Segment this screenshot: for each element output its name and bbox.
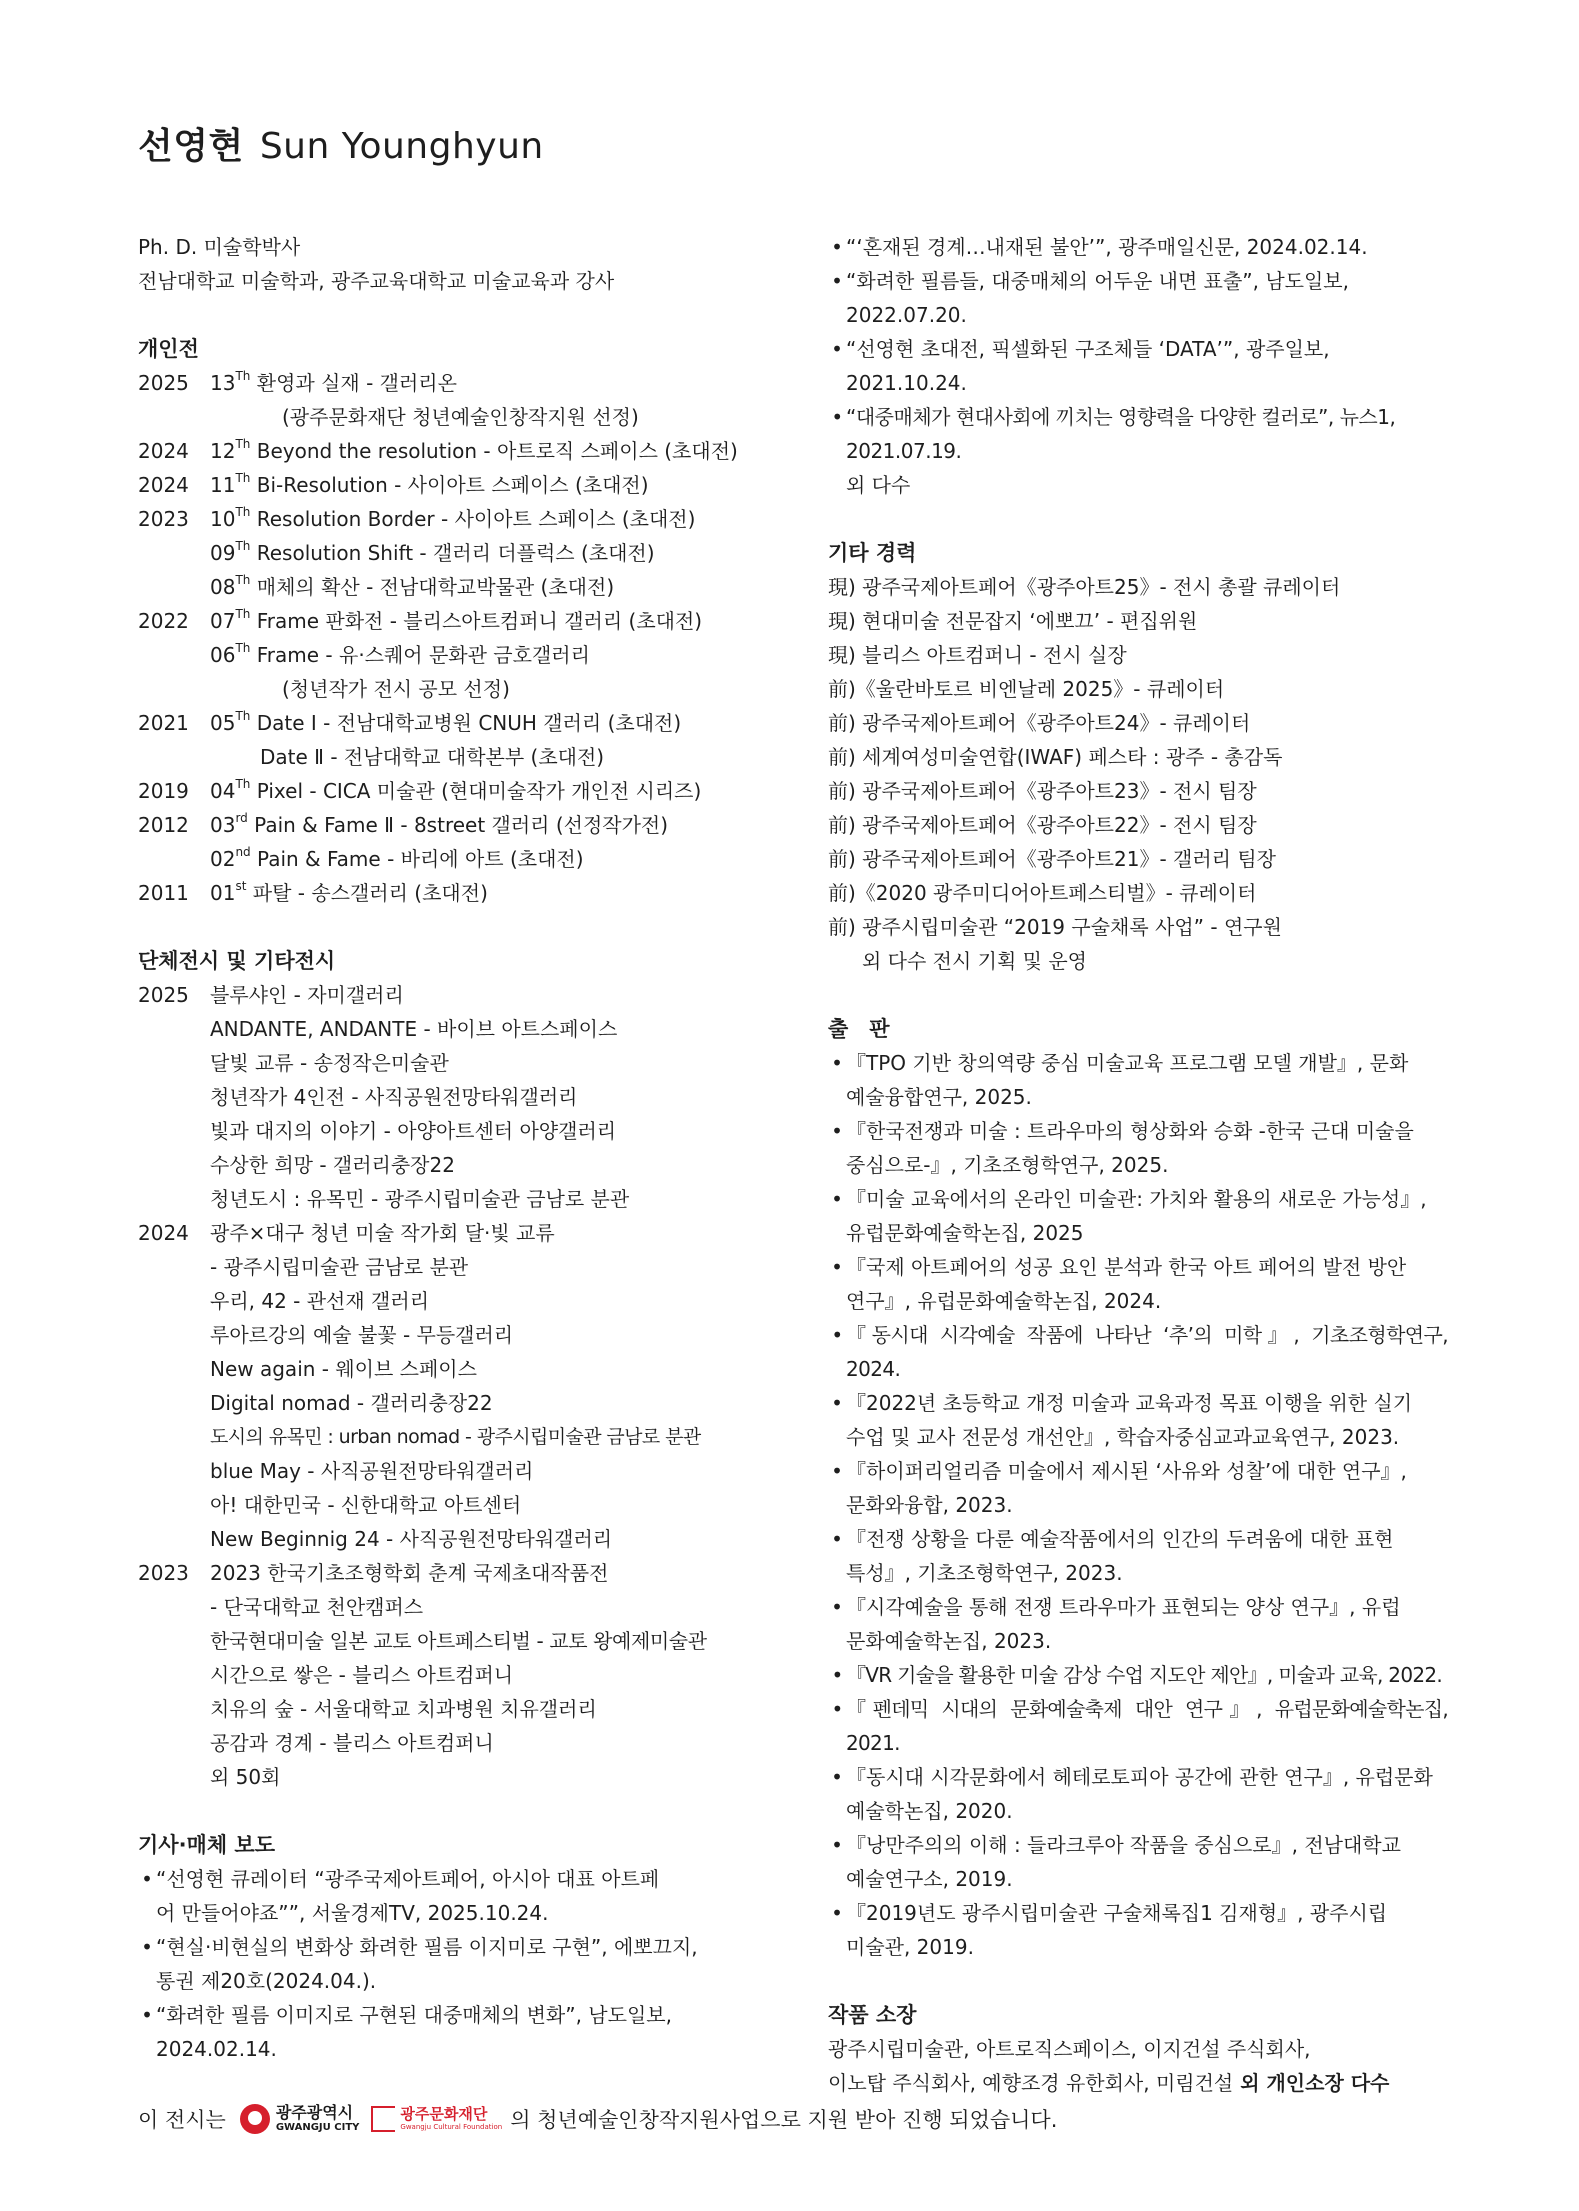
solo-row: 09Th Resolution Shift - 갤러리 더플럭스 (초대전) <box>210 539 655 565</box>
pub-item: • 『2022년 초등학교 개정 미술과 교육과정 목표 이행을 위한 실기 수업 및 교사 전문성 개선안』, 학습자중심교과교육연구, 2023. <box>831 1391 1413 1449</box>
group-row: Digital nomad - 갤러리충장22 <box>210 1391 493 1415</box>
collection-line: 이노탑 주식회사, 예향조경 유한회사, 미림건설 외 개인소장 다수 <box>828 2071 1390 2095</box>
solo-row: 02nd Pain & Fame - 바리에 아트 (초대전) <box>210 845 584 871</box>
pub-item: • 『동시대 시각예술 작품에 나타난 ‘추’의 미학』, 기초조형학연구, 2024. <box>831 1323 1448 1381</box>
artist-name-en: Sun Younghyun <box>259 126 544 167</box>
group-row: 달빛 교류 - 송정작은미술관 <box>210 1051 449 1075</box>
solo-row: Date Ⅱ - 전남대학교 대학본부 (초대전) <box>260 745 605 769</box>
group-row: 빛과 대지의 이야기 - 아양아트센터 아양갤러리 <box>210 1119 617 1143</box>
footer-after: 의 청년예술인창작지원사업으로 지원 받아 진행 되었습니다. <box>510 2108 1058 2132</box>
gwangju-city-logo: 광주광역시 GWANGJU CITY <box>240 2104 360 2134</box>
pub-heading: 출 판 <box>828 1017 890 1041</box>
group-row: - 단국대학교 천안캠퍼스 <box>210 1595 424 1619</box>
degree: Ph. D. 미술학박사 <box>138 235 301 259</box>
collection-heading: 작품 소장 <box>828 2003 917 2027</box>
solo-row: 2025 13Th 환영과 실재 - 갤러리온 <box>138 369 457 395</box>
group-row: ANDANTE, ANDANTE - 바이브 아트스페이스 <box>210 1017 618 1041</box>
group-row: - 광주시립미술관 금남로 분관 <box>210 1255 469 1279</box>
pub-item: • 『전쟁 상황을 다룬 예술작품에서의 인간의 두려움에 대한 표현 특성』, 기초조형학연구, 2023. <box>831 1527 1394 1585</box>
group-heading: 단체전시 및 기타전시 <box>138 949 336 973</box>
group-row: 한국현대미술 일본 교토 아트페스티벌 - 교토 왕예제미술관 <box>210 1629 707 1653</box>
group-row: 2025 블루샤인 - 자미갤러리 <box>138 983 404 1007</box>
pub-item: • 『낭만주의의 이해 : 들라크루아 작품을 중심으로』, 전남대학교 예술연구소, 2019. <box>831 1833 1401 1891</box>
press-item: • “선영현 큐레이터 “광주국제아트페어, 아시아 대표 아트페 어 만들어야죠””, 서울경제TV, 2025.10.24. <box>141 1867 660 1925</box>
career-item: 前) 광주국제아트페어《광주아트21》- 갤러리 팀장 <box>828 847 1276 871</box>
solo-row: 2024 12Th Beyond the resolution - 아트로직 스페이스 (초대전) <box>138 437 738 463</box>
career-heading: 기타 경력 <box>828 541 917 565</box>
gwangju-city-logo-icon <box>240 2104 270 2134</box>
left-column <box>138 230 768 2066</box>
group-row: 청년도시 : 유목민 - 광주시립미술관 금남로 분관 <box>210 1187 630 1211</box>
group-row: 수상한 희망 - 갤러리충장22 <box>210 1153 455 1177</box>
artist-name-ko: 선영현 <box>138 126 244 167</box>
group-row: 2023 2023 한국기초조형학회 춘계 국제초대작품전 <box>138 1561 609 1585</box>
pub-item: • 『동시대 시각문화에서 헤테로토피아 공간에 관한 연구』, 유럽문화 예술학논집, 2020. <box>831 1765 1433 1823</box>
pub-item: • 『한국전쟁과 미술 : 트라우마의 형상화와 승화 -한국 근대 미술을 중심으로-』, 기초조형학연구, 2025. <box>831 1119 1414 1177</box>
press-item: • “대중매체가 현대사회에 끼치는 영향력을 다양한 컬러로”, 뉴스1, 2021.07.19. <box>831 405 1396 463</box>
solo-row: 2011 01st 파탈 - 송스갤러리 (초대전) <box>138 879 488 905</box>
solo-row: 2024 11Th Bi-Resolution - 사이아트 스페이스 (초대전) <box>138 471 649 497</box>
career-item: 前) 광주국제아트페어《광주아트24》- 큐레이터 <box>828 711 1251 735</box>
career-item: 前) 광주국제아트페어《광주아트22》- 전시 팀장 <box>828 813 1257 837</box>
group-row: 우리, 42 - 관선재 갤러리 <box>210 1289 430 1313</box>
career-item: 前) 세계여성미술연합(IWAF) 페스타 : 광주 - 총감독 <box>828 745 1283 769</box>
press-item: • “현실·비현실의 변화상 화려한 필름 이지미로 구현”, 에뽀끄지, 통권 제20호(2024.04.). <box>141 1935 698 1993</box>
career-more: 외 다수 전시 기획 및 운영 <box>862 949 1087 973</box>
group-row: 도시의 유목민 : urban nomad - 광주시립미술관 금남로 분관 <box>210 1426 701 1448</box>
pub-item: • 『시각예술을 통해 전쟁 트라우마가 표현되는 양상 연구』, 유럽 문화예술학논집, 2023. <box>831 1595 1401 1653</box>
solo-row: 2019 04Th Pixel - CICA 미술관 (현대미술작가 개인전 시리즈) <box>138 777 702 803</box>
career-item: 現) 블리스 아트컴퍼니 - 전시 실장 <box>828 643 1127 667</box>
solo-row: 08Th 매체의 확산 - 전남대학교박물관 (초대전) <box>210 573 615 599</box>
solo-heading: 개인전 <box>138 337 199 361</box>
group-row: 외 50회 <box>210 1765 281 1789</box>
career-item: 前)《2020 광주미디어아트페스티벌》- 큐레이터 <box>828 881 1257 905</box>
press-heading: 기사·매체 보도 <box>138 1833 276 1857</box>
group-row: New Beginnig 24 - 사직공원전망타워갤러리 <box>210 1527 613 1551</box>
position: 전남대학교 미술학과, 광주교육대학교 미술교육과 강사 <box>138 269 615 293</box>
group-row: 루아르강의 예술 불꽃 - 무등갤러리 <box>210 1323 514 1347</box>
pub-item: • 『미술 교육에서의 온라인 미술관: 가치와 활용의 새로운 가능성』, 유럽문화예술학논집, 2025 <box>831 1187 1427 1245</box>
solo-row: 06Th Frame - 유·스퀘어 문화관 금호갤러리 <box>210 641 590 667</box>
career-item: 前)《울란바토르 비엔날레 2025》- 큐레이터 <box>828 677 1225 701</box>
career-item: 現) 광주국제아트페어《광주아트25》- 전시 총괄 큐레이터 <box>828 575 1341 599</box>
solo-row: (청년작가 전시 공모 선정) <box>282 677 510 701</box>
career-item: 前) 광주시립미술관 “2019 구술채록 사업” - 연구원 <box>828 915 1282 939</box>
pub-item: • 『국제 아트페어의 성공 요인 분석과 한국 아트 페어의 발전 방안 연구』, 유럽문화예술학논집, 2024. <box>831 1255 1407 1313</box>
cultural-foundation-logo-icon <box>371 2106 395 2132</box>
pub-item: • 『펜데믹 시대의 문화예술축제 대안 연구』, 유럽문화예술학논집, 2021. <box>831 1697 1448 1755</box>
press-item: • “선영현 초대전, 픽셀화된 구조체들 ‘DATA’”, 광주일보, 2021.10.24. <box>831 337 1330 395</box>
career-item: 前) 광주국제아트페어《광주아트23》- 전시 팀장 <box>828 779 1257 803</box>
footer-before: 이 전시는 <box>138 2108 226 2132</box>
artist-name <box>138 118 544 169</box>
collection-line: 광주시립미술관, 아트로직스페이스, 이지건설 주식회사, <box>828 2037 1311 2061</box>
group-row: blue May - 사직공원전망타워갤러리 <box>210 1459 534 1483</box>
press-more: 외 다수 <box>846 473 911 497</box>
group-row: 공감과 경계 - 블리스 아트컴퍼니 <box>210 1731 494 1755</box>
group-row: 청년작가 4인전 - 사직공원전망타워갤러리 <box>210 1085 578 1109</box>
press-item: • “화려한 필름들, 대중매체의 어두운 내면 표출”, 남도일보, 2022.07.20. <box>831 269 1349 327</box>
footer <box>138 2104 1057 2134</box>
career-item: 現) 현대미술 전문잡지 ‘에뽀끄’ - 편집위원 <box>828 609 1198 633</box>
group-row: 아! 대한민국 - 신한대학교 아트센터 <box>210 1493 522 1517</box>
pub-item: • 『하이퍼리얼리즘 미술에서 제시된 ‘사유와 성찰’에 대한 연구』, 문화와융합, 2023. <box>831 1459 1407 1517</box>
group-row: New again - 웨이브 스페이스 <box>210 1357 477 1381</box>
solo-row: 2012 03rd Pain & Fame Ⅱ - 8street 갤러리 (선정작가전) <box>138 811 669 837</box>
group-row: 2024 광주×대구 청년 미술 작가회 달·빛 교류 <box>138 1221 555 1245</box>
pub-item: • 『VR 기술을 활용한 미술 감상 수업 지도안 제안』, 미술과 교육, 2022. <box>831 1663 1443 1687</box>
solo-row: (광주문화재단 청년예술인창작지원 선정) <box>282 405 639 429</box>
solo-row: 2022 07Th Frame 판화전 - 블리스아트컴퍼니 갤러리 (초대전) <box>138 607 703 633</box>
press-item: • “화려한 필름 이미지로 구현된 대중매체의 변화”, 남도일보, 2024.02.14. <box>141 2003 672 2061</box>
pub-item: • 『2019년도 광주시립미술관 구술채록집1 김재형』, 광주시립 미술관, 2019. <box>831 1901 1388 1959</box>
pub-item: • 『TPO 기반 창의역량 중심 미술교육 프로그램 모델 개발』, 문화 예술융합연구, 2025. <box>831 1051 1409 1109</box>
press-item: • “‘혼재된 경계…내재된 불안’”, 광주매일신문, 2024.02.14. <box>831 235 1368 259</box>
group-row: 시간으로 쌓은 - 블리스 아트컴퍼니 <box>210 1663 514 1687</box>
solo-row: 2021 05Th Date Ⅰ - 전남대학교병원 CNUH 갤러리 (초대전) <box>138 709 682 735</box>
solo-row: 2023 10Th Resolution Border - 사이아트 스페이스 (초대전) <box>138 505 696 531</box>
right-column <box>828 230 1448 2100</box>
gwangju-cultural-foundation-logo: 광주문화재단 Gwangju Cultural Foundation <box>371 2106 502 2132</box>
group-row: 치유의 숲 - 서울대학교 치과병원 치유갤러리 <box>210 1697 597 1721</box>
